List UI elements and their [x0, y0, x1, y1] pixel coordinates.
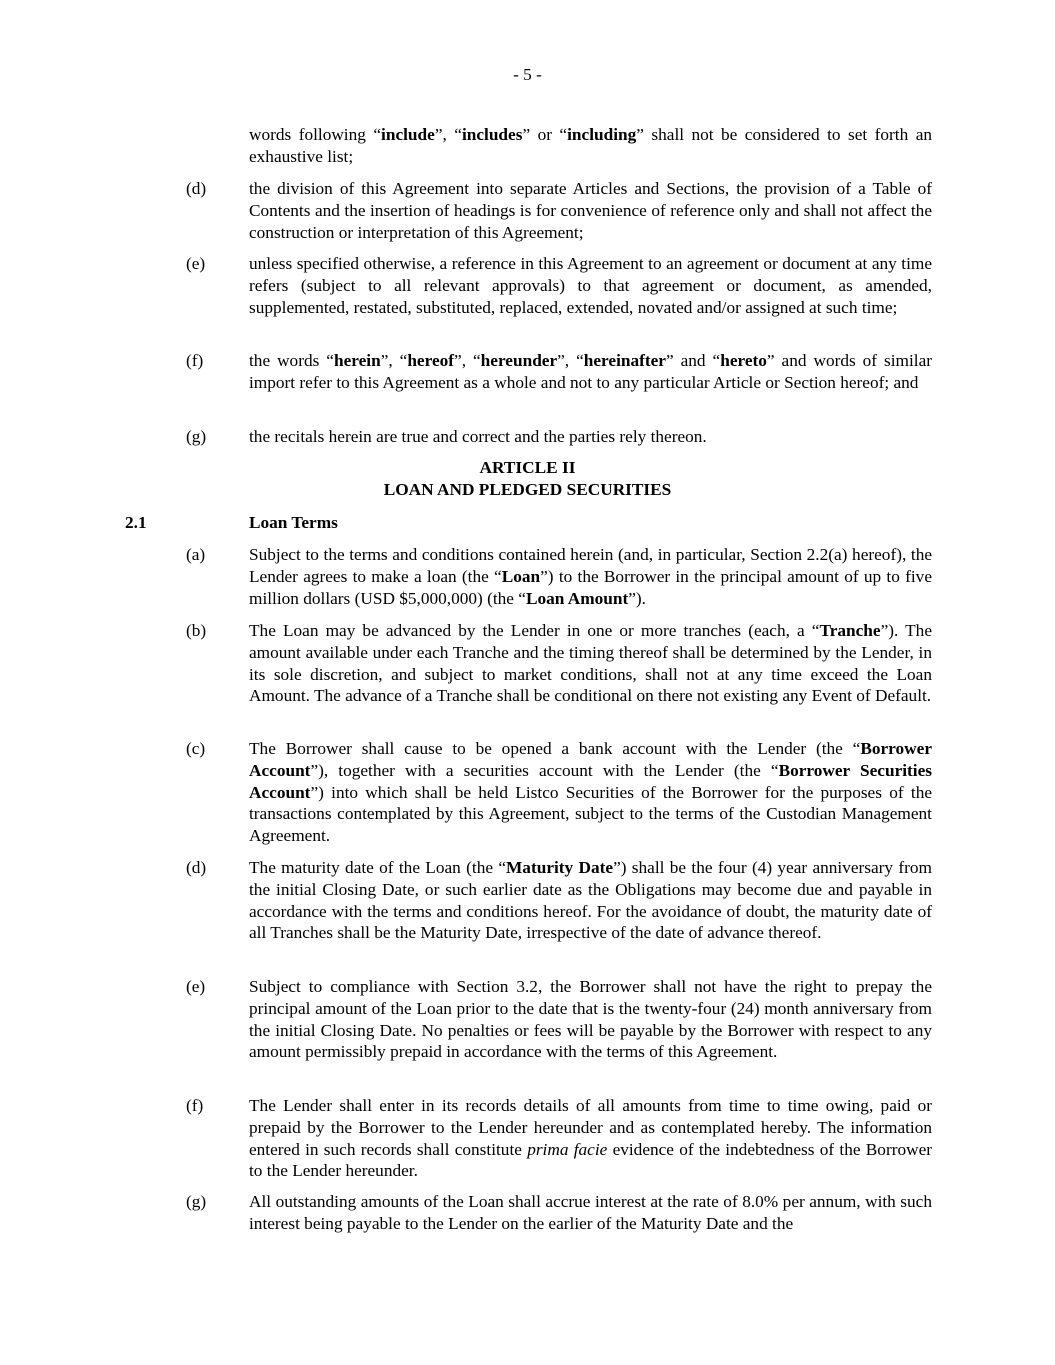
text-run: ”). The amount available under each Tranche and the timing thereof shall be determined by the Lender, in its sole discretion, and subject to market conditions, shall not at any time exceed the Loan Amount. The advance of a Tranche shall be conditional on there not existing any Event of Default.: [249, 621, 932, 706]
italic-term: prima facie: [527, 1139, 608, 1159]
item-text: [249, 253, 932, 318]
item-label: (f): [186, 351, 204, 370]
text-run: ”), together with a securities account with the Lender (the “: [310, 760, 779, 780]
item-label: (g): [186, 1192, 207, 1211]
text-run: Subject to compliance with Section 3.2, the Borrower shall not have the right to prepay the principal amount of the Loan prior to the date that is the twenty-four (24) month anniversary from the initial Closing Date. No penalties or fees will be payable by the Borrower with respect to any amount permissibly prepaid in accordance with the terms of this Agreement.: [249, 977, 932, 1062]
item-text: [249, 738, 932, 847]
item-label: (c): [186, 739, 206, 758]
text-run: The maturity date of the Loan (the “: [249, 858, 506, 877]
item-label: (f): [186, 1096, 204, 1115]
item-label: (g): [186, 427, 207, 446]
item-text: [249, 1095, 932, 1182]
item-text: [249, 1191, 932, 1235]
defined-term: Borrower Securities Account: [249, 760, 932, 802]
item-label: (e): [186, 254, 206, 273]
text-run: ”, “: [380, 351, 408, 370]
item-text: [249, 426, 932, 448]
article-title: LOAN AND PLEDGED SECURITIES: [383, 480, 672, 499]
text-run: the words “: [249, 351, 334, 370]
defined-term: herein: [333, 351, 381, 370]
section-number: 2.1: [125, 513, 147, 532]
defined-term: hereinafter: [583, 351, 666, 370]
continuation-paragraph: [249, 124, 932, 168]
item-label: (d): [186, 858, 207, 877]
defined-term: includes: [461, 125, 523, 144]
item-label: (e): [186, 977, 206, 996]
defined-term: hereunder: [480, 351, 558, 370]
item-label: (b): [186, 621, 207, 640]
text-run: unless specified otherwise, a reference in this Agreement to an agreement or document at any time refers (subject to all relevant approvals) to that agreement or document, as amended, supplemented, restated, substituted, replaced, extended, novated and/or assigned at such time;: [249, 254, 932, 317]
item-text: [249, 976, 932, 1063]
item-text: [249, 620, 932, 707]
text-run: ”).: [628, 588, 646, 608]
text-run: ” shall not be considered to set forth an exhaustive list;: [249, 125, 932, 166]
page-number: - 5 -: [513, 65, 542, 84]
defined-term: Borrower Account: [249, 739, 932, 780]
text-run: the recitals herein are true and correct and the parties rely thereon.: [249, 427, 707, 446]
item-text: [249, 857, 932, 944]
defined-term: Loan Amount: [525, 588, 629, 608]
text-run: ”, “: [557, 351, 584, 370]
text-run: All outstanding amounts of the Loan shall accrue interest at the rate of 8.0% per annum, with such interest being payable to the Lender on the earlier of the Maturity Date and the: [249, 1192, 932, 1233]
text-run: The Loan may be advanced by the Lender in one or more tranches (each, a “: [249, 621, 820, 640]
defined-term: hereto: [720, 351, 767, 370]
defined-term: Tranche: [819, 621, 881, 640]
text-run: words following “: [249, 125, 382, 144]
text-run: The Borrower shall cause to be opened a bank account with the Lender (the “: [249, 739, 861, 758]
item-text: [249, 544, 932, 609]
text-run: ” and words of similar import refer to this Agreement as a whole and not to any particular Article or Section hereof; and: [249, 351, 933, 392]
text-run: The Lender shall enter in its records details of all amounts from time to time owing, paid or prepaid by the Borrower to the Lender hereunder and as contemplated hereby. The information entered in such records shall constitute: [249, 1096, 932, 1159]
item-label: (d): [186, 179, 207, 198]
article-number: ARTICLE II: [479, 458, 576, 477]
text-run: ” or “: [522, 125, 568, 144]
text-run: ”) shall be the four (4) year anniversary from the initial Closing Date, or such earlier date as the Obligations may become due and payable in accordance with the terms and conditions hereof. For the avoidance of doubt, the maturity date of all Tranches shall be the Maturity Date, irrespective of the date of advance thereof.: [249, 858, 932, 943]
text-run: ”, “: [434, 125, 462, 144]
text-run: evidence of the indebtedness of the Borrower to the Lender hereunder.: [249, 1139, 932, 1181]
text-run: Subject to the terms and conditions contained herein (and, in particular, Section 2.2(a) hereof), the Lender agrees to make a loan (the “: [249, 545, 932, 586]
defined-term: include: [381, 125, 435, 144]
text-run: ”) to the Borrower in the principal amount of up to five million dollars (USD $5,000,000) (the “: [249, 566, 932, 608]
defined-term: Loan: [501, 566, 541, 586]
item-text: [249, 178, 932, 243]
text-run: ”) into which shall be held Listco Securities of the Borrower for the purposes of the transactions contemplated by this Agreement, subject to the terms of the Custodian Management Agreement.: [249, 782, 932, 846]
section-title: Loan Terms: [249, 513, 338, 532]
defined-term: hereof: [407, 351, 455, 370]
text-run: the division of this Agreement into separate Articles and Sections, the provision of a Table of Contents and the insertion of headings is for convenience of reference only and shall not affect the construction or interpretation of this Agreement;: [249, 179, 932, 242]
defined-term: Maturity Date: [506, 858, 614, 877]
text-run: ” and “: [665, 351, 721, 370]
item-label: (a): [186, 545, 206, 564]
text-run: ”, “: [454, 351, 481, 370]
item-text: [249, 350, 932, 394]
defined-term: including: [567, 125, 637, 144]
